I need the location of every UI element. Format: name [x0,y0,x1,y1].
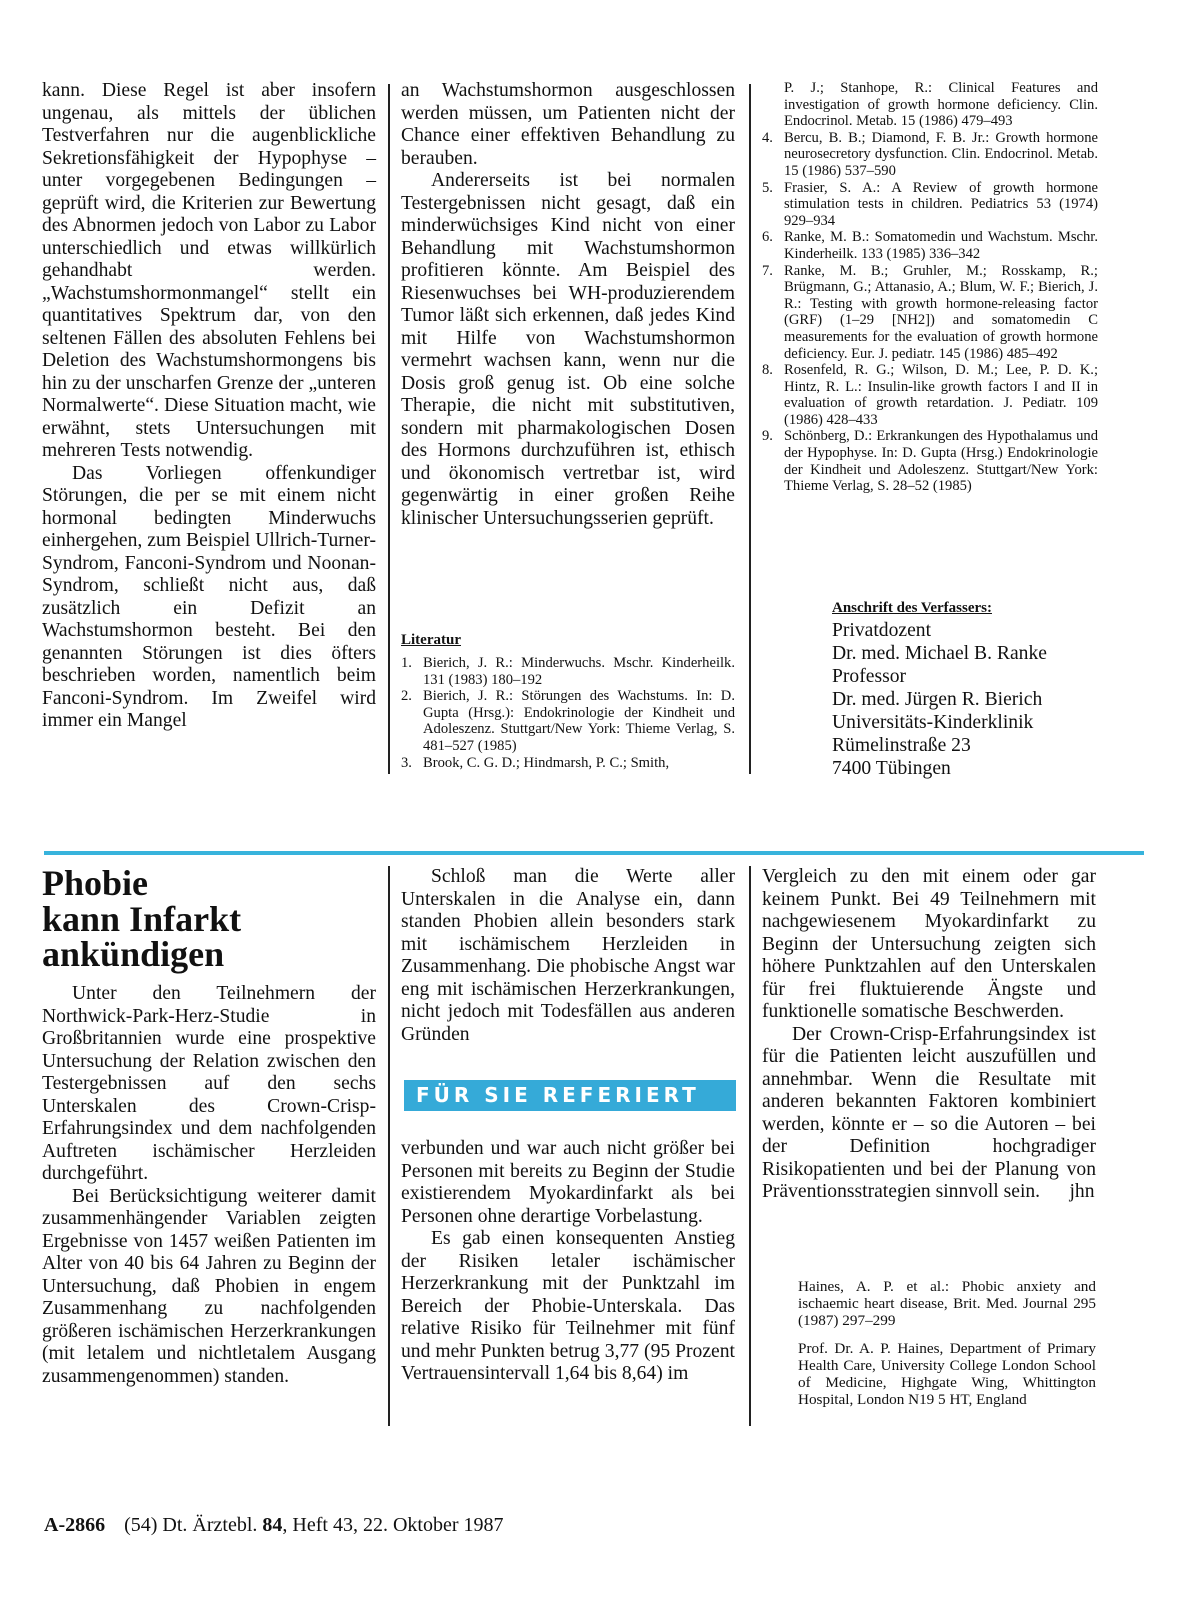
top-column-1 [42,80,376,733]
paragraph: Vergleich zu den mit einem oder gar keinem Punkt. Bei 49 Teilnehmern mit nachgewiesenem Myokardinfarkt zu Beginn der Untersuchung zeigten sich höhere Punktzahlen auf den Unterskalen für frei fluktuierende Ängste und funktionelle somatische Beschwerden. [762,866,1096,1022]
address-line: Dr. med. Jürgen R. Bierich [832,689,1043,710]
paragraph: Es gab einen konsequenten Anstieg der Risiken letaler ischämischer Herzerkrankung mit der Punktzahl im Bereich der Phobie-Unterskala. Das relative Risiko für Teilnehmer mit fünf und mehr Punkten betrug 3,77 (95 Prozent Vertrauensintervall 1,64 bis 8,64) im [401,1228,735,1384]
reference-item: 3. Brook, C. G. D.; Hindmarsh, P. C.; Smith, [401,754,670,771]
volume-number: 84 [262,1514,283,1536]
issue-date: , Heft 43, 22. Oktober 1987 [282,1514,504,1536]
article-column-3 [762,866,1101,1204]
reference-item: 7. Ranke, M. B.; Gruhler, M.; Rosskamp, R.; Brügmann, G.; Attanasio, A.; Blum, W. F.; Bierich, J. R.: Testing with growth hormone-releasing factor (GRF) (1–29 [NH2]) and somatomedin C measurements for the evaluation of growth hormone deficiency. Eur. J. pediatr. 145 (1986) 485–492 [762,262,1098,362]
address-heading: Anschrift des Verfassers: [832,600,992,616]
reference-item: 6. Ranke, M. B.: Somatomedin und Wachstum. Mschr. Kinderheilk. 133 (1985) 336–342 [762,229,1098,262]
address-line: Universitäts-Kinderklinik [832,712,1034,733]
column-divider [749,866,751,1426]
article-column-1 [42,983,376,1388]
paragraph: Bei Berücksichtigung weiterer damit zusammenhängender Variablen zeigten Ergebnisse von 1457 weißen Patienten im Alter von 40 bis 64 Jahren zu Beginn der Untersuchung, daß Phobien in engem Zusammenhang zu nachfolgenden größeren ischämischen Herzerkrankungen (mit letalem und nichtletalem Ausgang zusammengenommen) standen. [42,1185,376,1387]
paragraph: Schloß man die Werte aller Unterskalen in die Analyse ein, dann standen Phobien allein besonders stark mit ischämischem Herzleiden in Zusammenhang. Die phobische Angst war eng mit ischämischen Herzerkrankungen, nicht jedoch mit Todesfällen aus anderen Gründen [401,866,735,1045]
address-line: Rümelinstraße 23 [832,735,971,756]
references-column-3 [762,80,1098,495]
article-headline: Phobie kann Infarkt ankündigen [42,863,242,974]
reference-item: 4. Bercu, B. B.; Diamond, F. B. Jr.: Growth hormone neurosecretory dysfunction. Clin. Endocrinol. Metab. 15 (1986) 537–590 [762,129,1098,179]
paragraph: Unter den Teilnehmern der Northwick-Park-Herz-Studie in Großbritannien wurde eine prospektive Untersuchung der Relation zwischen den Testergebnissen auf den sechs Unterskalen des Crown-Crisp-Erfahrungsindex und dem nachfolgenden Auftreten ischämischer Herzleiden durchgeführt. [42,983,376,1184]
reference-item: 5. Frasier, S. A.: A Review of growth hormone stimulation tests in children. Pediatrics 53 (1974) 929–934 [762,179,1098,229]
literatur-section [401,632,735,771]
author-affiliation: Prof. Dr. A. P. Haines, Department of Primary Health Care, University College London School of Medicine, Highgate Wing, Whittington Hospital, London N19 5 HT, England [798,1339,1096,1409]
paragraph: Andererseits ist bei normalen Testergebnissen nicht gesagt, daß ein minderwüchsiges Kind nicht von einer Behandlung mit Wachstumshormon profitieren könnte. Am Beispiel des Riesenwuchses bei WH-produzierendem Tumor läßt sich erkennen, daß jedes Kind mit Hilfe von Wachstumshormon vermehrt wachsen kann, wenn nur die Dosis groß genug ist. Ob eine solche Therapie, die nicht mit substitutiven, sondern mit pharmakologischen Dosen des Hormons durchzuführen ist, ethisch und ökonomisch vertretbar ist, wird gegenwärtig in einer großen Reihe klinischer Untersuchungsserien geprüft. [401,170,735,529]
page-number: A-2866 [44,1514,106,1536]
reference-item: 1. Bierich, J. R.: Minderwuchs. Mschr. Kinderheilk. 131 (1983) 180–192 [401,655,735,688]
column-divider [388,84,390,774]
paragraph: Das Vorliegen offenkundiger Störungen, die per se mit einem nicht hormonal bedingten Minderwuchs einhergehen, zum Beispiel Ullrich-Turner-Syndrom, Fanconi-Syndrom und Noonan-Syndrom, schließt nicht aus, daß zusätzlich ein Defizit an Wachstumshormon besteht. Bei den genannten Störungen ist dies öfters beschrieben worden, namentlich beim Fanconi-Syndrom. Im Zweifel wird immer ein Mangel [42,462,376,731]
paragraph: an Wachstumshormon ausgeschlossen werden müssen, um Patienten nicht der Chance einer effektiven Behandlung zu berauben. [401,80,735,169]
reference-item: 9. Schönberg, D.: Erkrankungen des Hypothalamus und der Hypophyse. In: D. Gupta (Hrsg.) Endokrinologie der Kindheit und Adoleszenz. Stuttgart/New York: Thieme Verlag, S. 28–52 (1985) [762,428,1098,495]
section-banner: FÜR SIE REFERIERT [404,1080,736,1111]
page-footer [44,1514,503,1537]
paragraph: Der Crown-Crisp-Erfahrungsindex ist für die Patienten leicht auszufüllen und annehmbar. Wenn die Resultate mit anderen bekannten Faktoren kombiniert werden, könnte er – so die Autoren – bei der Definition hochgradiger Risikopatienten und bei der Planung von Präventionsstrategien sinnvoll sein. jhn [762,1023,1101,1202]
top-column-2 [401,80,735,530]
paragraph: kann. Diese Regel ist aber insofern ungenau, als mittels der üblichen Testverfahren nur die augenblickliche Sekretionsfähigkeit der Hypophyse – unter vorgegebenen Bedingungen – geprüft wird, die Kriterien zur Bewertung des Abnormen jedoch von Labor zu Labor unterschiedlich und etwas willkürlich gehandhabt werden. „Wachstumshormonmangel“ stellt ein quantitatives Spektrum dar, von den seltenen Fällen des absoluten Fehlens bei Deletion des Wachstumshormongens bis hin zu der unscharfen Grenze der „unteren Normalwerte“. Diese Situation macht, wie erwähnt, stets Untersuchungen mit mehreren Tests notwendig. [42,80,376,461]
literatur-heading: Literatur [401,632,461,648]
paragraph: verbunden und war auch nicht größer bei Personen mit bereits zu Beginn der Studie existierendem Myokardinfarkt als bei Personen ohne derartige Vorbelastung. [401,1138,735,1227]
address-line: Dr. med. Michael B. Ranke [832,643,1047,664]
section-divider [44,851,1144,855]
citation-block [798,1278,1096,1408]
address-line: 7400 Tübingen [832,758,951,779]
address-line: Privatdozent [832,620,932,641]
author-address [832,600,1102,780]
column-divider [388,866,390,1426]
reference-item: P. J.; Stanhope, R.: Clinical Features and investigation of growth hormone deficiency. Clin. Endocrinol. Metab. 15 (1986) 479–493 [784,80,1098,130]
reference-item: 8. Rosenfeld, R. G.; Wilson, D. M.; Lee, P. D. K.; Hintz, R. L.: Insulin-like growth factors I and II in evaluation of growth retardation. J. Pediatr. 109 (1986) 428–433 [762,362,1098,428]
citation: Haines, A. P. et al.: Phobic anxiety and ischaemic heart disease, Brit. Med. Journal 295 (1987) 297–299 [798,1278,1096,1330]
column-divider [749,84,751,774]
article-column-2-top [401,866,735,1046]
reference-item: 2. Bierich, J. R.: Störungen des Wachstums. In: D. Gupta (Hrsg.): Endokrinologie der Kindheit und Adoleszenz. Stuttgart/New York: Thieme Verlag, S. 481–527 (1985) [401,688,735,754]
address-line: Professor [832,666,907,687]
journal-info: (54) Dt. Ärztebl. [124,1514,258,1536]
article-column-2-bottom [401,1138,735,1386]
